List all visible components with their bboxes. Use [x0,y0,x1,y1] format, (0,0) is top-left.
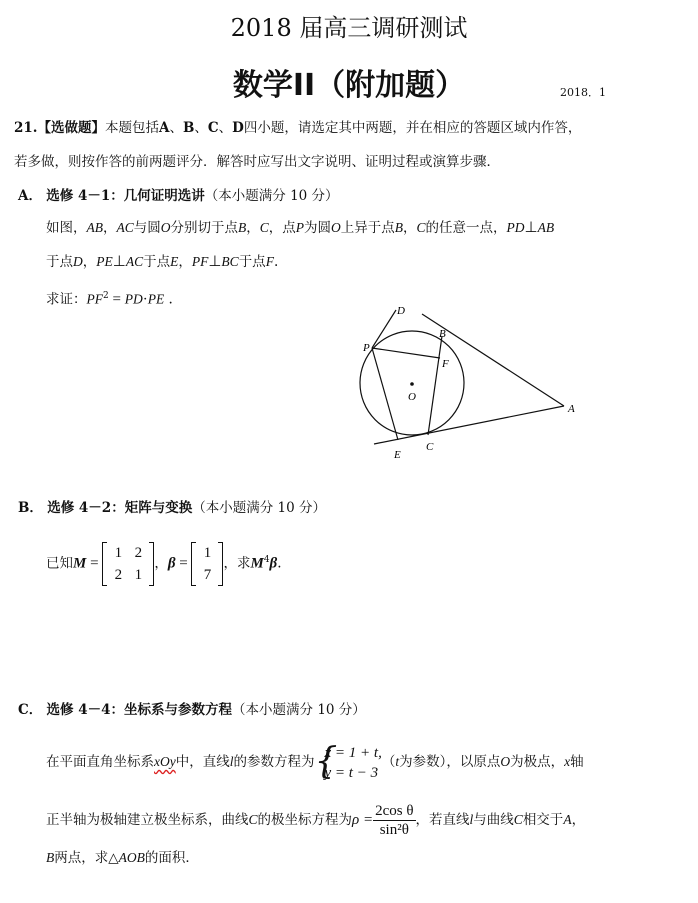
math-token: B [394,220,404,235]
exam-title: 2018 届高三调研测试 [230,14,468,42]
label-a: A [568,403,575,415]
math-token: E [170,254,179,269]
math-token: ，点 [268,220,296,236]
section-c-heading: C． 选修 4－4：坐标系与参数方程（本小题满分 10 分） [18,702,366,718]
q21-intro-line2: 若多做，则按作答的前两题评分．解答时应写出文字说明、证明过程或演算步骤． [14,154,500,170]
math-token: AC [116,220,134,235]
math-token: F [265,254,274,269]
q21-intro-line1: 21.【选做题】本题包括A、B、C、D四小题，请选定其中两题，并在相应的答题区域内作答， [14,120,582,136]
math-token: C [416,220,426,235]
math-token: B [238,220,247,235]
paper-subtitle: 数学II（附加题） [232,68,466,103]
section-a-body-line1 [46,218,554,238]
label-f: F [442,358,449,370]
math-token: 分别切于点 [170,220,239,236]
parametric-system: { x = 1 + t, y = t − 3 [314,740,382,782]
math-token: 于点 [238,254,266,270]
section-a-body-line2 [46,252,278,272]
section-c-line3: B两点，求△AOB的面积． [46,850,199,866]
math-token: ， [82,254,97,270]
math-token: PD [506,220,525,235]
math-token: AB [537,220,555,235]
section-a-heading: A． 选修 4－1：几何证明选讲（本小题满分 10 分） [18,188,339,204]
math-token: PE [96,254,113,269]
polar-fraction: $\frac{\text{2cos θ}}{\text{sin²θ}}$ [375,803,414,838]
label-o: O [408,391,416,403]
segment-pd [372,310,396,348]
vector-beta: 1 7 [191,542,223,586]
math-token: 如图， [46,220,87,236]
math-token: D [73,254,83,269]
math-token: P [295,220,305,235]
math-token: ， [246,220,260,236]
math-token: ， [103,220,117,236]
matrix-m: 1 2 2 1 [102,542,154,586]
math-token: ， [403,220,417,236]
label-b: B [439,328,446,340]
math-token: ⊥ [208,254,222,270]
math-token: AC [125,254,144,269]
center-point [410,382,414,386]
math-token: BC [221,254,239,269]
section-c-line1: 在平面直角坐标系xOy中，直线l的参数方程为 { x = 1 + t, y = t − 3 （t为参数），以原点O为极点，x轴 [46,740,584,782]
label-p: P [363,342,370,354]
math-token: O [160,220,171,235]
math-token: 为圆 [304,220,332,236]
exam-date: 2018．1 [560,86,606,99]
q21-number: 21. [14,120,38,136]
section-b-heading: B． 选修 4－2：矩阵与变换（本小题满分 10 分） [18,500,326,516]
math-token: 于点 [143,254,171,270]
math-token: C [259,220,269,235]
segment-pe [372,348,398,440]
label-e: E [394,449,401,461]
math-token: ， [178,254,192,270]
math-token: PF [191,254,209,269]
math-token: 上异于点 [340,220,395,236]
math-token: ⊥ [524,220,538,236]
segment-pf [372,348,440,358]
chord-bc [428,336,442,435]
math-token: 与圆 [133,220,161,236]
math-token: 的任意一点， [425,220,507,236]
math-token: AB [86,220,103,235]
label-c: C [426,441,434,453]
math-token: . [273,254,279,270]
math-token: O [331,220,341,235]
section-a-prove: 求证：$PF^2 = PD\cdot PE$ . [46,291,173,308]
q21-tag: 【选做题】 [37,120,105,136]
section-b-question: 已知M = 1 2 2 1 ，β = 1 7 ，求$M^4\beta$. [46,536,282,588]
math-token: ⊥ [112,254,126,270]
geometry-figure [350,296,590,471]
math-token: 于点 [46,254,73,270]
tangent-ac [374,406,564,444]
section-c-line2: 正半轴为极轴建立极坐标系，曲线C的极坐标方程为ρ = $\frac{\text{2cos θ}}{\text{sin²θ}}$ ，若直线l与曲线C相交于A， [46,803,586,838]
label-d: D [397,305,405,317]
